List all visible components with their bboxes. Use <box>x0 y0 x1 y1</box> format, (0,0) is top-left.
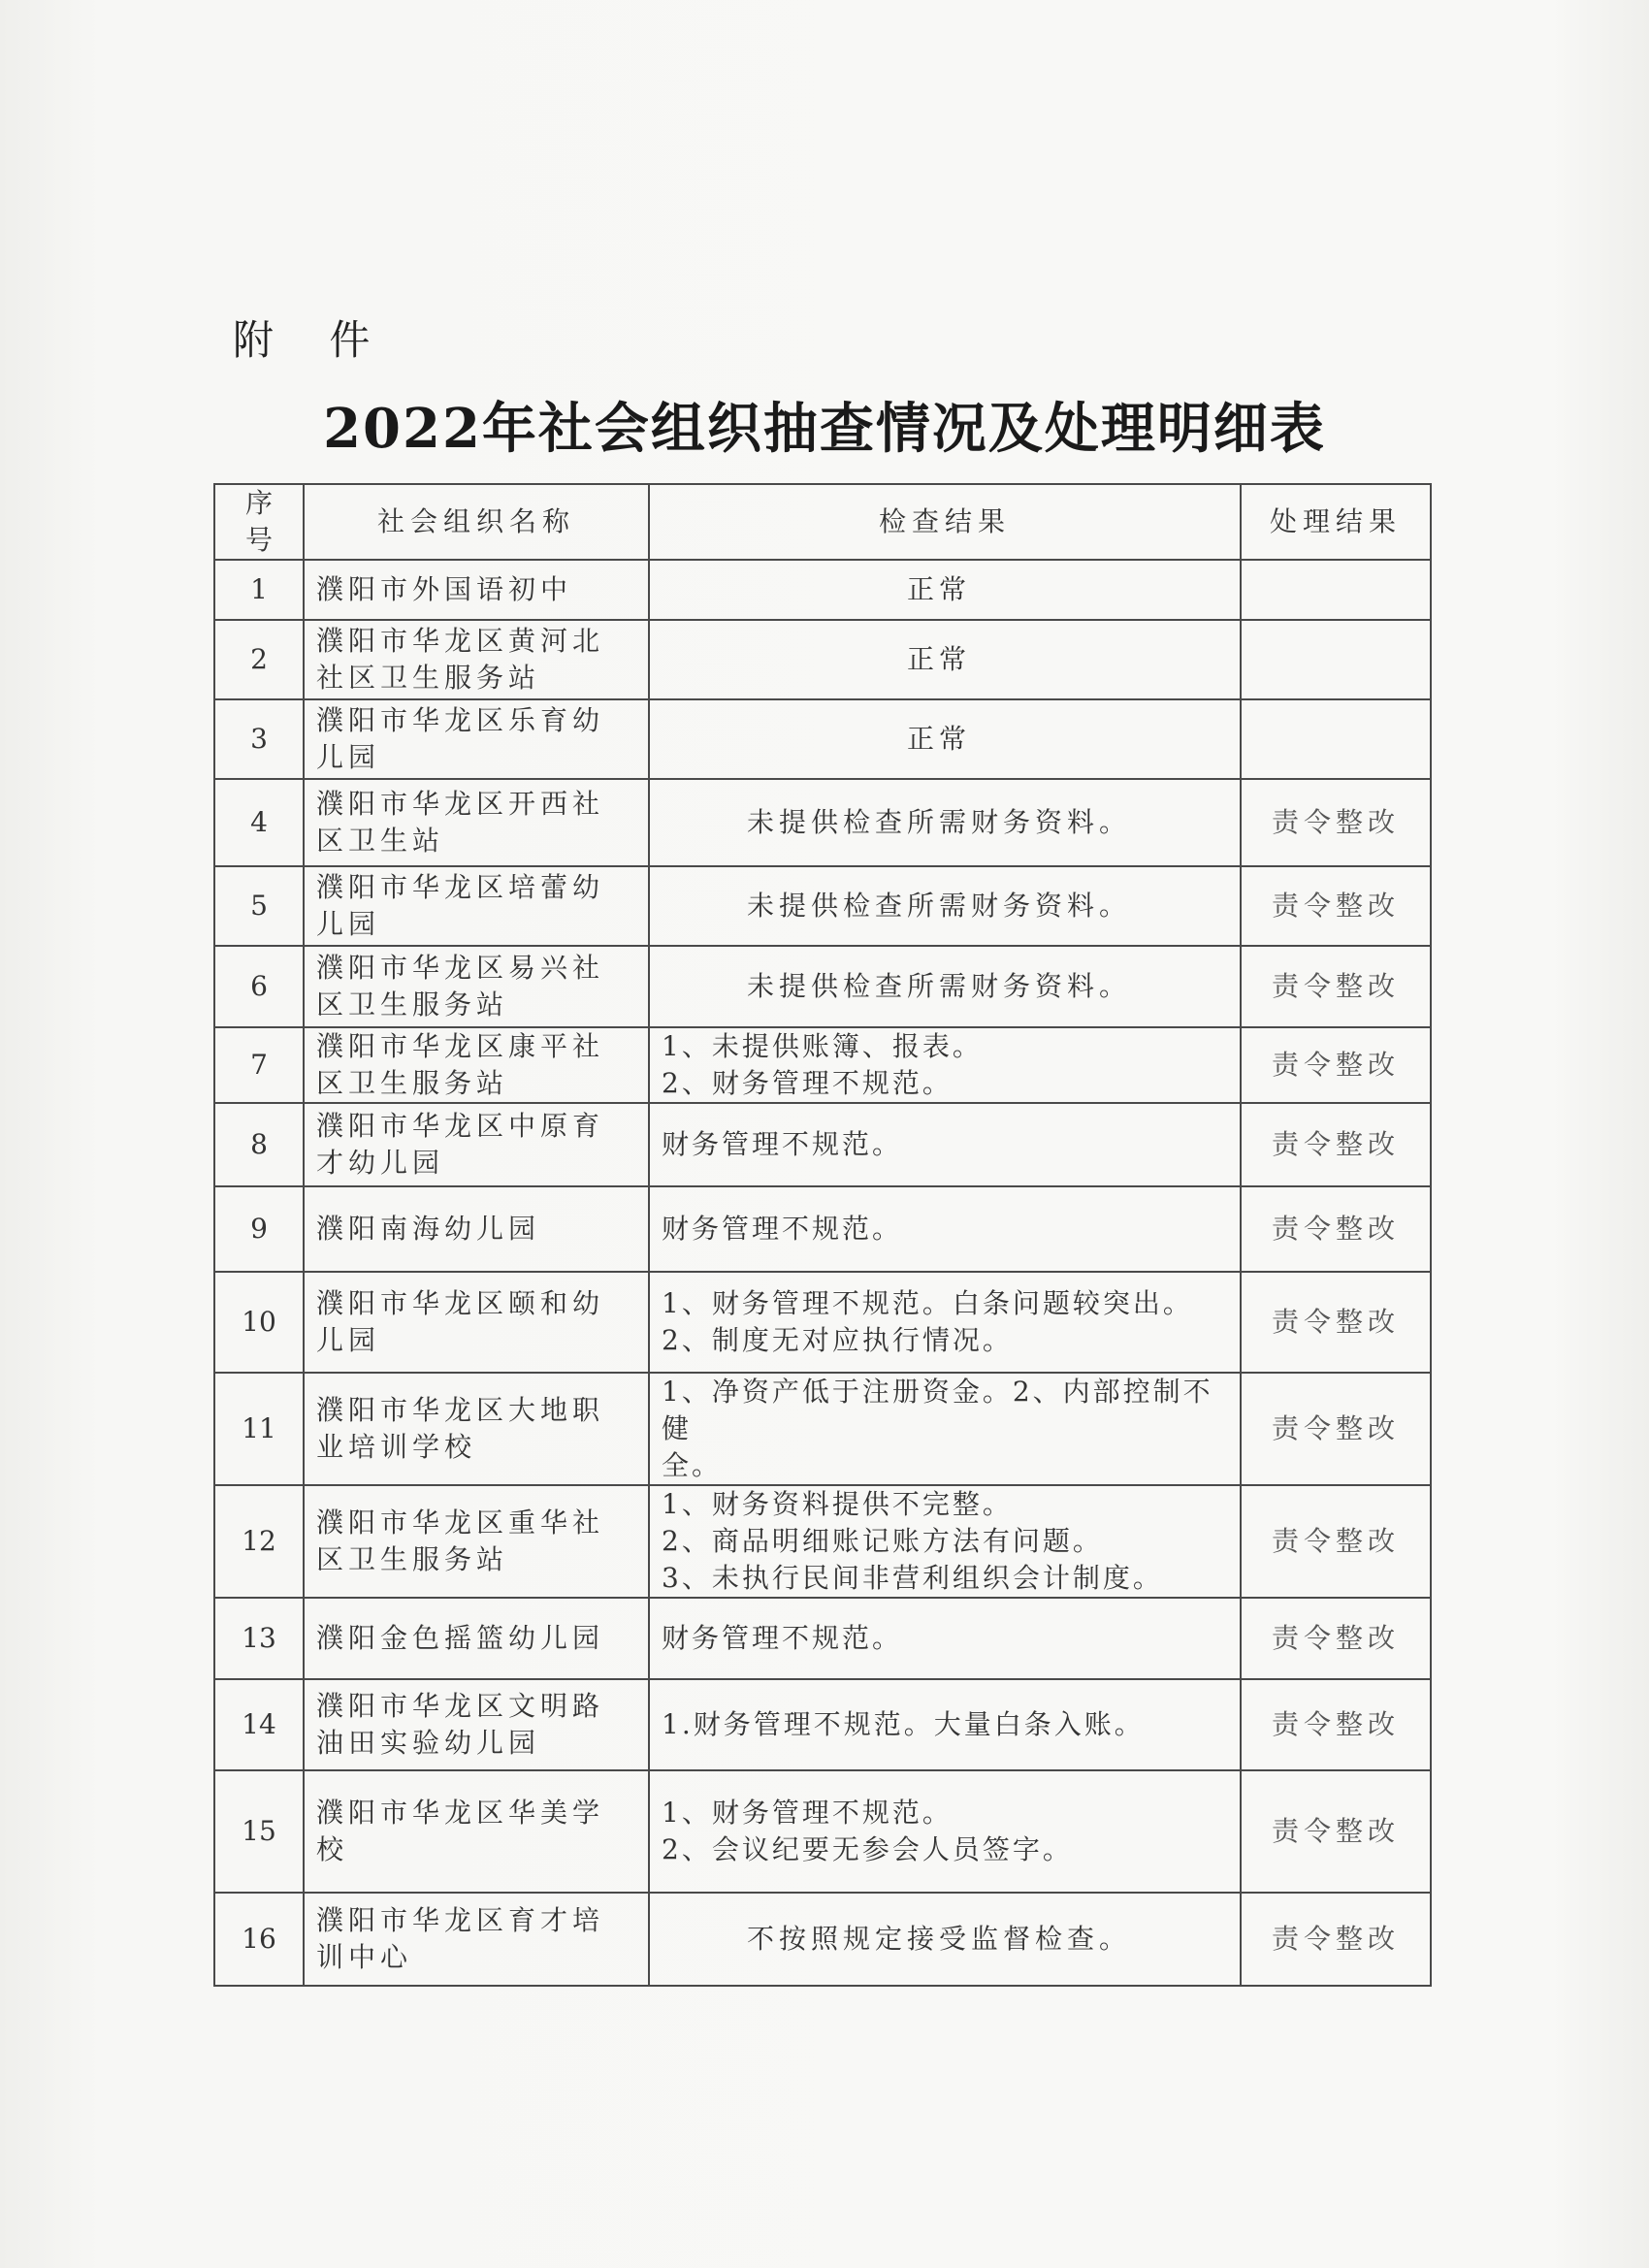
header-no-line: 序 <box>244 487 273 519</box>
row-number: 15 <box>214 1770 304 1893</box>
organization-name-line: 儿园 <box>316 908 381 940</box>
header-action: 处理结果 <box>1241 484 1431 560</box>
row-number: 12 <box>214 1485 304 1598</box>
inspection-result <box>649 946 1241 1027</box>
organization-name-line: 濮阳市华龙区易兴社 <box>316 952 605 984</box>
organization-name-line: 濮阳市华龙区开西社 <box>316 788 605 820</box>
inspection-result-line: 财务管理不规范。 <box>662 1128 903 1160</box>
row-number: 1 <box>214 560 304 620</box>
inspection-result-line: 1、未提供账簿、报表。 <box>662 1030 983 1062</box>
inspection-result <box>649 560 1241 620</box>
attachment-label: 附 件 <box>233 316 392 364</box>
handling-result: 责令整改 <box>1241 1893 1431 1986</box>
organization-name-line: 训中心 <box>316 1941 413 1973</box>
table-row <box>214 560 1431 620</box>
organization-name <box>304 1186 649 1272</box>
table-header-row <box>214 484 1431 560</box>
table-row <box>214 1679 1431 1770</box>
organization-name <box>304 1272 649 1373</box>
inspection-result <box>649 1598 1241 1679</box>
inspection-result-line: 1、净资产低于注册资金。2、内部控制不健 <box>662 1376 1213 1444</box>
row-number: 5 <box>214 866 304 946</box>
organization-name <box>304 1770 649 1893</box>
table-row <box>214 1770 1431 1893</box>
organization-name-line: 濮阳市华龙区重华社 <box>316 1507 605 1539</box>
table-row <box>214 1893 1431 1986</box>
organization-name <box>304 1485 649 1598</box>
organization-name <box>304 946 649 1027</box>
table-row <box>214 1373 1431 1485</box>
table-row <box>214 620 1431 699</box>
table-row <box>214 1103 1431 1186</box>
organization-name-line: 濮阳市华龙区文明路 <box>316 1690 605 1722</box>
inspection-result-line: 全。 <box>662 1449 723 1481</box>
inspection-result-line: 1、财务管理不规范。白条问题较突出。 <box>662 1287 1193 1319</box>
organization-name-line: 濮阳金色摇篮幼儿园 <box>316 1622 605 1654</box>
handling-result: 责令整改 <box>1241 1679 1431 1770</box>
handling-result: 责令整改 <box>1241 1272 1431 1373</box>
inspection-result <box>649 1186 1241 1272</box>
organization-name-line: 业培训学校 <box>316 1431 477 1463</box>
organization-name-line: 才幼儿园 <box>316 1147 445 1179</box>
inspection-result <box>649 1893 1241 1986</box>
handling-result <box>1241 620 1431 699</box>
inspection-result-line: 财务管理不规范。 <box>662 1213 903 1245</box>
table-row <box>214 699 1431 779</box>
inspection-result-line: 未提供检查所需财务资料。 <box>746 806 1131 838</box>
handling-result: 责令整改 <box>1241 1186 1431 1272</box>
organization-name <box>304 1103 649 1186</box>
header-no-line: 号 <box>244 524 273 556</box>
table-row <box>214 1027 1431 1103</box>
row-number: 13 <box>214 1598 304 1679</box>
handling-result: 责令整改 <box>1241 866 1431 946</box>
row-number: 3 <box>214 699 304 779</box>
page-title: 2022年社会组织抽查情况及处理明细表 <box>323 397 1326 461</box>
table-row <box>214 1186 1431 1272</box>
inspection-result-line: 财务管理不规范。 <box>662 1622 903 1654</box>
inspection-result <box>649 1485 1241 1598</box>
inspection-result <box>649 620 1241 699</box>
row-number: 6 <box>214 946 304 1027</box>
handling-result: 责令整改 <box>1241 1027 1431 1103</box>
organization-name <box>304 560 649 620</box>
inspection-result-line: 正常 <box>906 723 971 755</box>
inspection-result-line: 3、未执行民间非营利组织会计制度。 <box>662 1562 1163 1594</box>
inspection-result-line: 2、制度无对应执行情况。 <box>662 1324 1013 1356</box>
table-row <box>214 1485 1431 1598</box>
header-no <box>214 484 304 560</box>
organization-name <box>304 1679 649 1770</box>
organization-name <box>304 1027 649 1103</box>
inspection-result-line: 未提供检查所需财务资料。 <box>746 970 1131 1002</box>
organization-name-line: 儿园 <box>316 741 381 773</box>
organization-name-line: 濮阳市华龙区大地职 <box>316 1394 605 1426</box>
organization-name-line: 濮阳市华龙区康平社 <box>316 1030 605 1062</box>
organization-name <box>304 1598 649 1679</box>
organization-name-line: 濮阳市外国语初中 <box>316 573 573 605</box>
header-result: 检查结果 <box>649 484 1241 560</box>
row-number: 4 <box>214 779 304 866</box>
inspection-result <box>649 1272 1241 1373</box>
inspection-result <box>649 1103 1241 1186</box>
row-number: 8 <box>214 1103 304 1186</box>
inspection-table <box>213 483 1432 1987</box>
organization-name-line: 濮阳南海幼儿园 <box>316 1213 541 1245</box>
inspection-result <box>649 1027 1241 1103</box>
inspection-result-line: 1、财务资料提供不完整。 <box>662 1488 1013 1520</box>
handling-result: 责令整改 <box>1241 1598 1431 1679</box>
organization-name-line: 濮阳市华龙区育才培 <box>316 1904 605 1936</box>
inspection-result <box>649 866 1241 946</box>
table-row <box>214 1272 1431 1373</box>
organization-name-line: 区卫生服务站 <box>316 988 509 1021</box>
inspection-result <box>649 699 1241 779</box>
organization-name-line: 区卫生服务站 <box>316 1543 509 1575</box>
inspection-result-line: 2、会议纪要无参会人员签字。 <box>662 1833 1073 1865</box>
organization-name <box>304 699 649 779</box>
inspection-result <box>649 1679 1241 1770</box>
organization-name <box>304 866 649 946</box>
handling-result: 责令整改 <box>1241 1485 1431 1598</box>
table-row <box>214 866 1431 946</box>
row-number: 14 <box>214 1679 304 1770</box>
table-row <box>214 1598 1431 1679</box>
inspection-result <box>649 1770 1241 1893</box>
organization-name-line: 濮阳市华龙区培蕾幼 <box>316 871 605 903</box>
organization-name <box>304 620 649 699</box>
row-number: 7 <box>214 1027 304 1103</box>
inspection-result-line: 1.财务管理不规范。大量白条入账。 <box>662 1708 1145 1740</box>
organization-name-line: 濮阳市华龙区黄河北 <box>316 625 605 657</box>
inspection-result-line: 正常 <box>906 573 971 605</box>
inspection-result-line: 2、商品明细账记账方法有问题。 <box>662 1525 1103 1557</box>
organization-name-line: 区卫生站 <box>316 825 445 857</box>
organization-name-line: 濮阳市华龙区颐和幼 <box>316 1287 605 1319</box>
handling-result: 责令整改 <box>1241 1103 1431 1186</box>
organization-name <box>304 1893 649 1986</box>
organization-name-line: 儿园 <box>316 1324 381 1356</box>
handling-result: 责令整改 <box>1241 1373 1431 1485</box>
organization-name-line: 油田实验幼儿园 <box>316 1727 541 1759</box>
organization-name-line: 濮阳市华龙区中原育 <box>316 1110 605 1142</box>
row-number: 10 <box>214 1272 304 1373</box>
inspection-result-line: 正常 <box>906 643 971 675</box>
row-number: 16 <box>214 1893 304 1986</box>
handling-result <box>1241 560 1431 620</box>
header-name: 社会组织名称 <box>304 484 649 560</box>
handling-result: 责令整改 <box>1241 779 1431 866</box>
organization-name-line: 濮阳市华龙区华美学 <box>316 1797 605 1829</box>
table-row <box>214 779 1431 866</box>
inspection-result-line: 1、财务管理不规范。 <box>662 1797 953 1829</box>
inspection-result-line: 未提供检查所需财务资料。 <box>746 890 1131 922</box>
row-number: 2 <box>214 620 304 699</box>
row-number: 9 <box>214 1186 304 1272</box>
inspection-result <box>649 1373 1241 1485</box>
inspection-result-line: 不按照规定接受监督检查。 <box>746 1923 1131 1955</box>
organization-name-line: 校 <box>316 1833 349 1865</box>
handling-result: 责令整改 <box>1241 946 1431 1027</box>
handling-result: 责令整改 <box>1241 1770 1431 1893</box>
organization-name <box>304 1373 649 1485</box>
organization-name-line: 社区卫生服务站 <box>316 662 541 694</box>
handling-result <box>1241 699 1431 779</box>
organization-name-line: 区卫生服务站 <box>316 1067 509 1099</box>
organization-name <box>304 779 649 866</box>
organization-name-line: 濮阳市华龙区乐育幼 <box>316 704 605 736</box>
inspection-result-line: 2、财务管理不规范。 <box>662 1067 953 1099</box>
inspection-result <box>649 779 1241 866</box>
table-row <box>214 946 1431 1027</box>
row-number: 11 <box>214 1373 304 1485</box>
